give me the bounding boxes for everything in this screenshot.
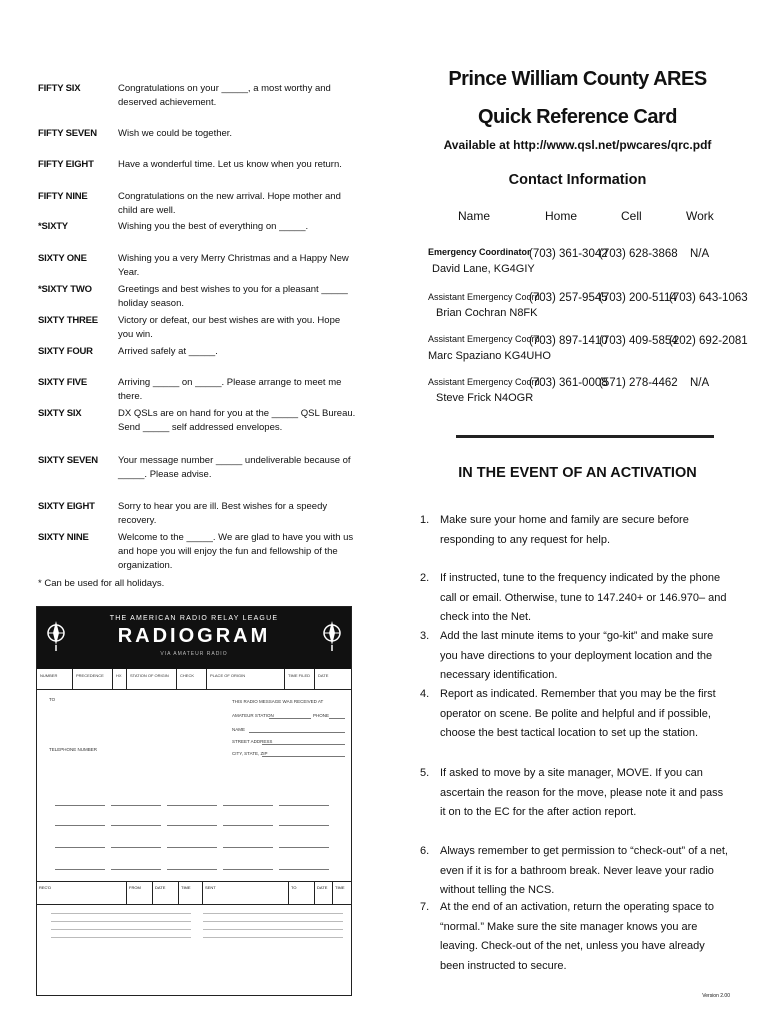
page-title: Prince William County ARES: [448, 68, 707, 90]
contact-work: N/A: [690, 377, 710, 389]
message-code: SIXTY ONE: [38, 253, 87, 264]
radiogram-league: THE AMERICAN RADIO RELAY LEAGUE: [109, 615, 279, 622]
contact-role: Assistant Emergency Coord.: [428, 377, 543, 387]
phone-label: PHONE: [313, 713, 330, 718]
telephone-label: TELEPHONE NUMBER: [49, 747, 98, 752]
message-code: FIFTY SIX: [38, 83, 81, 94]
message-line: [111, 847, 161, 848]
contact-heading: Contact Information: [508, 172, 647, 188]
availability-url: Available at http://www.qsl.net/pwcares/qrc.pdf: [443, 138, 712, 152]
header-cell-hx: HX: [113, 669, 127, 689]
message-text: Congratulations on the new arrival. Hope mother and child are well.: [118, 191, 341, 216]
contact-cell: (703) 409-5854: [599, 335, 678, 347]
contact-cell: (571) 278-4462: [599, 377, 678, 389]
message-code: *SIXTY TWO: [38, 284, 92, 295]
message-text: Arrived safely at _____.: [118, 346, 218, 357]
street-label: STREET ADDRESS: [232, 739, 273, 744]
message-code: FIFTY SEVEN: [38, 128, 97, 139]
message-text: Arriving _____ on _____. Please arrange to meet me there.: [118, 377, 342, 402]
message-line: [111, 825, 161, 826]
contact-work: N/A: [690, 248, 710, 260]
header-cell-check: CHECK: [177, 669, 207, 689]
step-text: If asked to move by a site manager, MOVE. If you can ascertain the reason for the move, please note it and pass it on to the EC for the after action report.: [440, 767, 724, 818]
message-text: Greetings and best wishes to you for a pleasant _____ holiday season.: [118, 284, 348, 309]
message-line: [55, 805, 105, 806]
contact-work: (202) 692-2081: [669, 335, 748, 347]
step-text: Always remember to get permission to “check-out” of a net, even if it is for a bathroom break. Never leave your radio without telling the NCS.: [440, 845, 728, 896]
step-number: 3.: [420, 630, 430, 642]
message-text: Sorry to hear you are ill. Best wishes for a speedy recovery.: [118, 501, 328, 526]
message-text: Welcome to the _____. We are glad to have you with us and hope you will enjoy the fun and fellowship of the organization.: [118, 532, 354, 571]
step-number: 4.: [420, 688, 430, 700]
contact-work: (703) 643-1063: [669, 292, 748, 304]
city-label: CITY, STATE, ZIP: [232, 751, 268, 756]
message-line: [279, 847, 329, 848]
step-number: 6.: [420, 845, 430, 857]
message-code: FIFTY NINE: [38, 191, 88, 202]
message-code: SIXTY FIVE: [38, 377, 88, 388]
message-code: SIXTY NINE: [38, 532, 89, 543]
message-text: DX QSLs are on hand for you at the _____ QSL Bureau. Send _____ self addressed envelopes.: [118, 408, 356, 433]
fine-print-line: [203, 929, 343, 930]
contact-role: Assistant Emergency Coord.: [428, 292, 543, 302]
contact-person: Steve Frick N4OGR: [436, 392, 534, 404]
step-number: 7.: [420, 901, 430, 913]
contact-person: Marc Spaziano KG4UHO: [428, 350, 551, 362]
contact-cell: (703) 628-3868: [599, 248, 678, 260]
amateur-station-label: AMATEUR STATION: [232, 713, 274, 718]
message-text: Congratulations on your _____, a most worthy and deserved achievement.: [118, 83, 331, 108]
message-line: [111, 805, 161, 806]
message-code: *SIXTY: [38, 221, 68, 232]
header-cell-number: NUMBER: [37, 669, 73, 689]
footer-cell-date: DATE: [153, 882, 179, 904]
contact-cell: (703) 200-5114: [599, 292, 677, 304]
footer-cell-time: TIME: [179, 882, 203, 904]
message-code: SIXTY SEVEN: [38, 455, 98, 466]
step-number: 2.: [420, 572, 430, 584]
message-line: [223, 825, 273, 826]
footer-cell-recd: REC'D: [37, 882, 127, 904]
message-text: Wishing you a very Merry Christmas and a Happy New Year.: [118, 253, 349, 278]
step-number: 5.: [420, 767, 430, 779]
message-line: [223, 869, 273, 870]
message-code: FIFTY EIGHT: [38, 159, 94, 170]
message-text: Wishing you the best of everything on _____.: [118, 221, 309, 232]
fine-print-line: [203, 913, 343, 914]
contact-home: (703) 361-0008: [529, 377, 608, 389]
fine-print-line: [51, 921, 191, 922]
header-cell-precedence: PRECEDENCE: [73, 669, 113, 689]
radiogram-subtitle: VIA AMATEUR RADIO: [160, 651, 228, 657]
radiogram-banner: [37, 607, 351, 669]
footer-cell-sent: SENT: [203, 882, 289, 904]
message-line: [223, 847, 273, 848]
message-code: SIXTY EIGHT: [38, 501, 95, 512]
column-header-cell: Cell: [621, 209, 642, 223]
column-header-work: Work: [686, 209, 714, 223]
contact-home: (703) 257-9545: [529, 292, 608, 304]
column-header-home: Home: [545, 209, 578, 223]
section-divider: [456, 435, 714, 438]
message-text: Your message number _____ undeliverable because of _____. Please advise.: [118, 455, 351, 480]
step-text: At the end of an activation, return the operating space to “normal.” Make sure the site manager knows you are leaving. Check-out of the net, unless you have already been instructed to secure.: [440, 901, 714, 972]
message-code: SIXTY FOUR: [38, 346, 93, 357]
column-header-name: Name: [458, 209, 491, 223]
radiogram-footer-row: [37, 881, 351, 905]
fine-print-line: [51, 929, 191, 930]
radiogram-form: [36, 606, 352, 996]
header-cell-place: PLACE OF ORIGIN: [207, 669, 285, 689]
footer-cell-time-2: TIME: [335, 885, 345, 890]
message-line: [223, 805, 273, 806]
footer-cell-to: TO: [289, 882, 315, 904]
phone-line: [329, 718, 345, 719]
fine-print-line: [51, 913, 191, 914]
message-line: [167, 805, 217, 806]
street-line: [262, 744, 345, 745]
message-line: [55, 847, 105, 848]
footer-cell-date-2: DATE: [315, 882, 333, 904]
message-line: [167, 825, 217, 826]
contact-person: Brian Cochran N8FK: [436, 307, 538, 319]
message-line: [55, 869, 105, 870]
contact-role: Emergency Coordinator: [428, 247, 531, 257]
contact-home: (703) 361-3042: [529, 248, 608, 260]
message-line: [167, 847, 217, 848]
contact-person: David Lane, KG4GIY: [432, 263, 535, 275]
message-line: [279, 805, 329, 806]
page-subtitle: Quick Reference Card: [478, 106, 677, 128]
step-text: Report as indicated. Remember that you may be the first operator on scene. Be polite and helpful and if possible, choose the best tactical location to set up the station.: [440, 688, 716, 739]
fine-print-line: [203, 921, 343, 922]
message-line: [167, 869, 217, 870]
message-line: [279, 869, 329, 870]
header-cell-date: DATE: [318, 673, 329, 678]
city-line: [262, 756, 345, 757]
received-at-label: THIS RADIO MESSAGE WAS RECEIVED AT: [232, 699, 324, 704]
activation-heading: IN THE EVENT OF AN ACTIVATION: [458, 465, 697, 481]
fine-print-line: [203, 937, 343, 938]
message-code: SIXTY SIX: [38, 408, 82, 419]
message-code: SIXTY THREE: [38, 315, 98, 326]
radiogram-title: RADIOGRAM: [117, 625, 271, 647]
contact-role: Assistant Emergency Coord.: [428, 334, 543, 344]
to-label: TO: [49, 697, 56, 702]
message-text: Have a wonderful time. Let us know when you return.: [118, 159, 342, 170]
name-label: NAME: [232, 727, 246, 732]
fine-print-line: [51, 937, 191, 938]
holiday-footnote: * Can be used for all holidays.: [38, 578, 165, 589]
step-number: 1.: [420, 514, 430, 526]
message-text: Victory or defeat, our best wishes are with you. Hope you win.: [118, 315, 341, 340]
radiogram-header-row: [37, 669, 351, 690]
name-line: [249, 732, 345, 733]
version-label: Version 2.00: [702, 993, 730, 999]
message-line: [111, 869, 161, 870]
amateur-station-line: [269, 718, 311, 719]
message-text: Wish we could be together.: [118, 128, 233, 139]
contact-home: (703) 897-1410: [529, 335, 608, 347]
step-text: Add the last minute items to your “go-kit” and make sure you have directions to your deployment location and the necessary identification.: [440, 630, 714, 681]
footer-cell-from: FROM: [127, 882, 153, 904]
header-cell-station: STATION OF ORIGIN: [127, 669, 177, 689]
header-cell-time: TIME FILED: [285, 669, 315, 689]
message-line: [279, 825, 329, 826]
step-text: Make sure your home and family are secure before responding to any request for help.: [440, 514, 689, 546]
step-text: If instructed, tune to the frequency indicated by the phone call or email. Otherwise, tune to 147.240+ or 146.970– and check into the Net.: [440, 572, 727, 623]
message-line: [55, 825, 105, 826]
